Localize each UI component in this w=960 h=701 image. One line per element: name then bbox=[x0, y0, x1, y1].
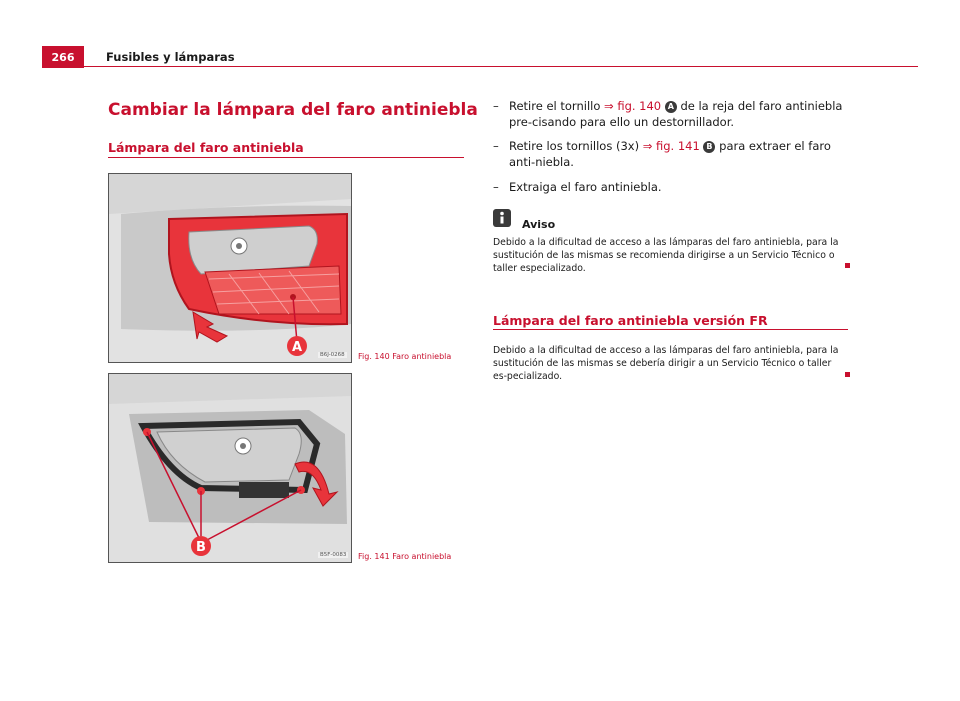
aviso-text-content: Debido a la dificultad de acceso a las lámparas del faro antiniebla, para la sustitución de las mismas se recomienda dirigirse a un Servicio Técnico o taller especializado. bbox=[493, 237, 839, 274]
aviso-title: Aviso bbox=[522, 218, 556, 231]
running-header: Fusibles y lámparas bbox=[106, 50, 235, 64]
callout-b: B bbox=[703, 141, 715, 153]
figure-141-code: B5F-0083 bbox=[320, 552, 347, 558]
figure-140-image bbox=[108, 173, 352, 363]
page-title: Cambiar la lámpara del faro antiniebla bbox=[108, 100, 478, 120]
figure-141-image bbox=[108, 373, 352, 563]
page-number: 266 bbox=[42, 46, 84, 68]
figure-140-code: B6J-0268 bbox=[320, 352, 345, 358]
svg-text:B: B bbox=[196, 540, 206, 555]
figure-140-caption: Fig. 140 Faro antiniebla bbox=[358, 352, 452, 361]
step-2-text-cont: para extraer el faro anti-niebla. bbox=[509, 139, 831, 169]
step-dash: – bbox=[493, 139, 499, 153]
figure-140-link[interactable]: ⇒ fig. 140 bbox=[604, 99, 662, 113]
step-dash: – bbox=[493, 99, 499, 113]
header-divider bbox=[84, 66, 918, 67]
fr-text-content: Debido a la dificultad de acceso a las lámparas del faro antiniebla, para la sustitución de las mismas se debería dirigir a un Servicio Técnico o taller es-pecializado. bbox=[493, 345, 839, 382]
step-1-text: Retire el tornillo bbox=[509, 99, 605, 113]
fr-text bbox=[493, 344, 843, 383]
info-icon bbox=[493, 209, 511, 227]
step-3 bbox=[493, 179, 853, 195]
step-1 bbox=[493, 98, 853, 130]
step-2 bbox=[493, 138, 853, 170]
svg-text:A: A bbox=[291, 340, 303, 355]
aviso-text bbox=[493, 236, 843, 275]
end-marker bbox=[845, 263, 850, 268]
figure-141-caption: Fig. 141 Faro antiniebla bbox=[358, 552, 452, 561]
step-dash: – bbox=[493, 180, 499, 194]
callout-a: A bbox=[665, 101, 677, 113]
section-heading-fog-lamp: Lámpara del faro antiniebla bbox=[108, 140, 304, 155]
end-marker bbox=[845, 372, 850, 377]
step-3-text: Extraiga el faro antiniebla. bbox=[509, 180, 662, 194]
section-heading-fr: Lámpara del faro antiniebla versión FR bbox=[493, 313, 768, 328]
step-2-text: Retire los tornillos (3x) bbox=[509, 139, 643, 153]
section-divider bbox=[108, 157, 464, 158]
section-divider bbox=[493, 329, 848, 330]
figure-141-link[interactable]: ⇒ fig. 141 bbox=[642, 139, 700, 153]
step-1-text-cont: de la reja del faro antiniebla pre-cisando para ello un destornillador. bbox=[509, 99, 843, 129]
